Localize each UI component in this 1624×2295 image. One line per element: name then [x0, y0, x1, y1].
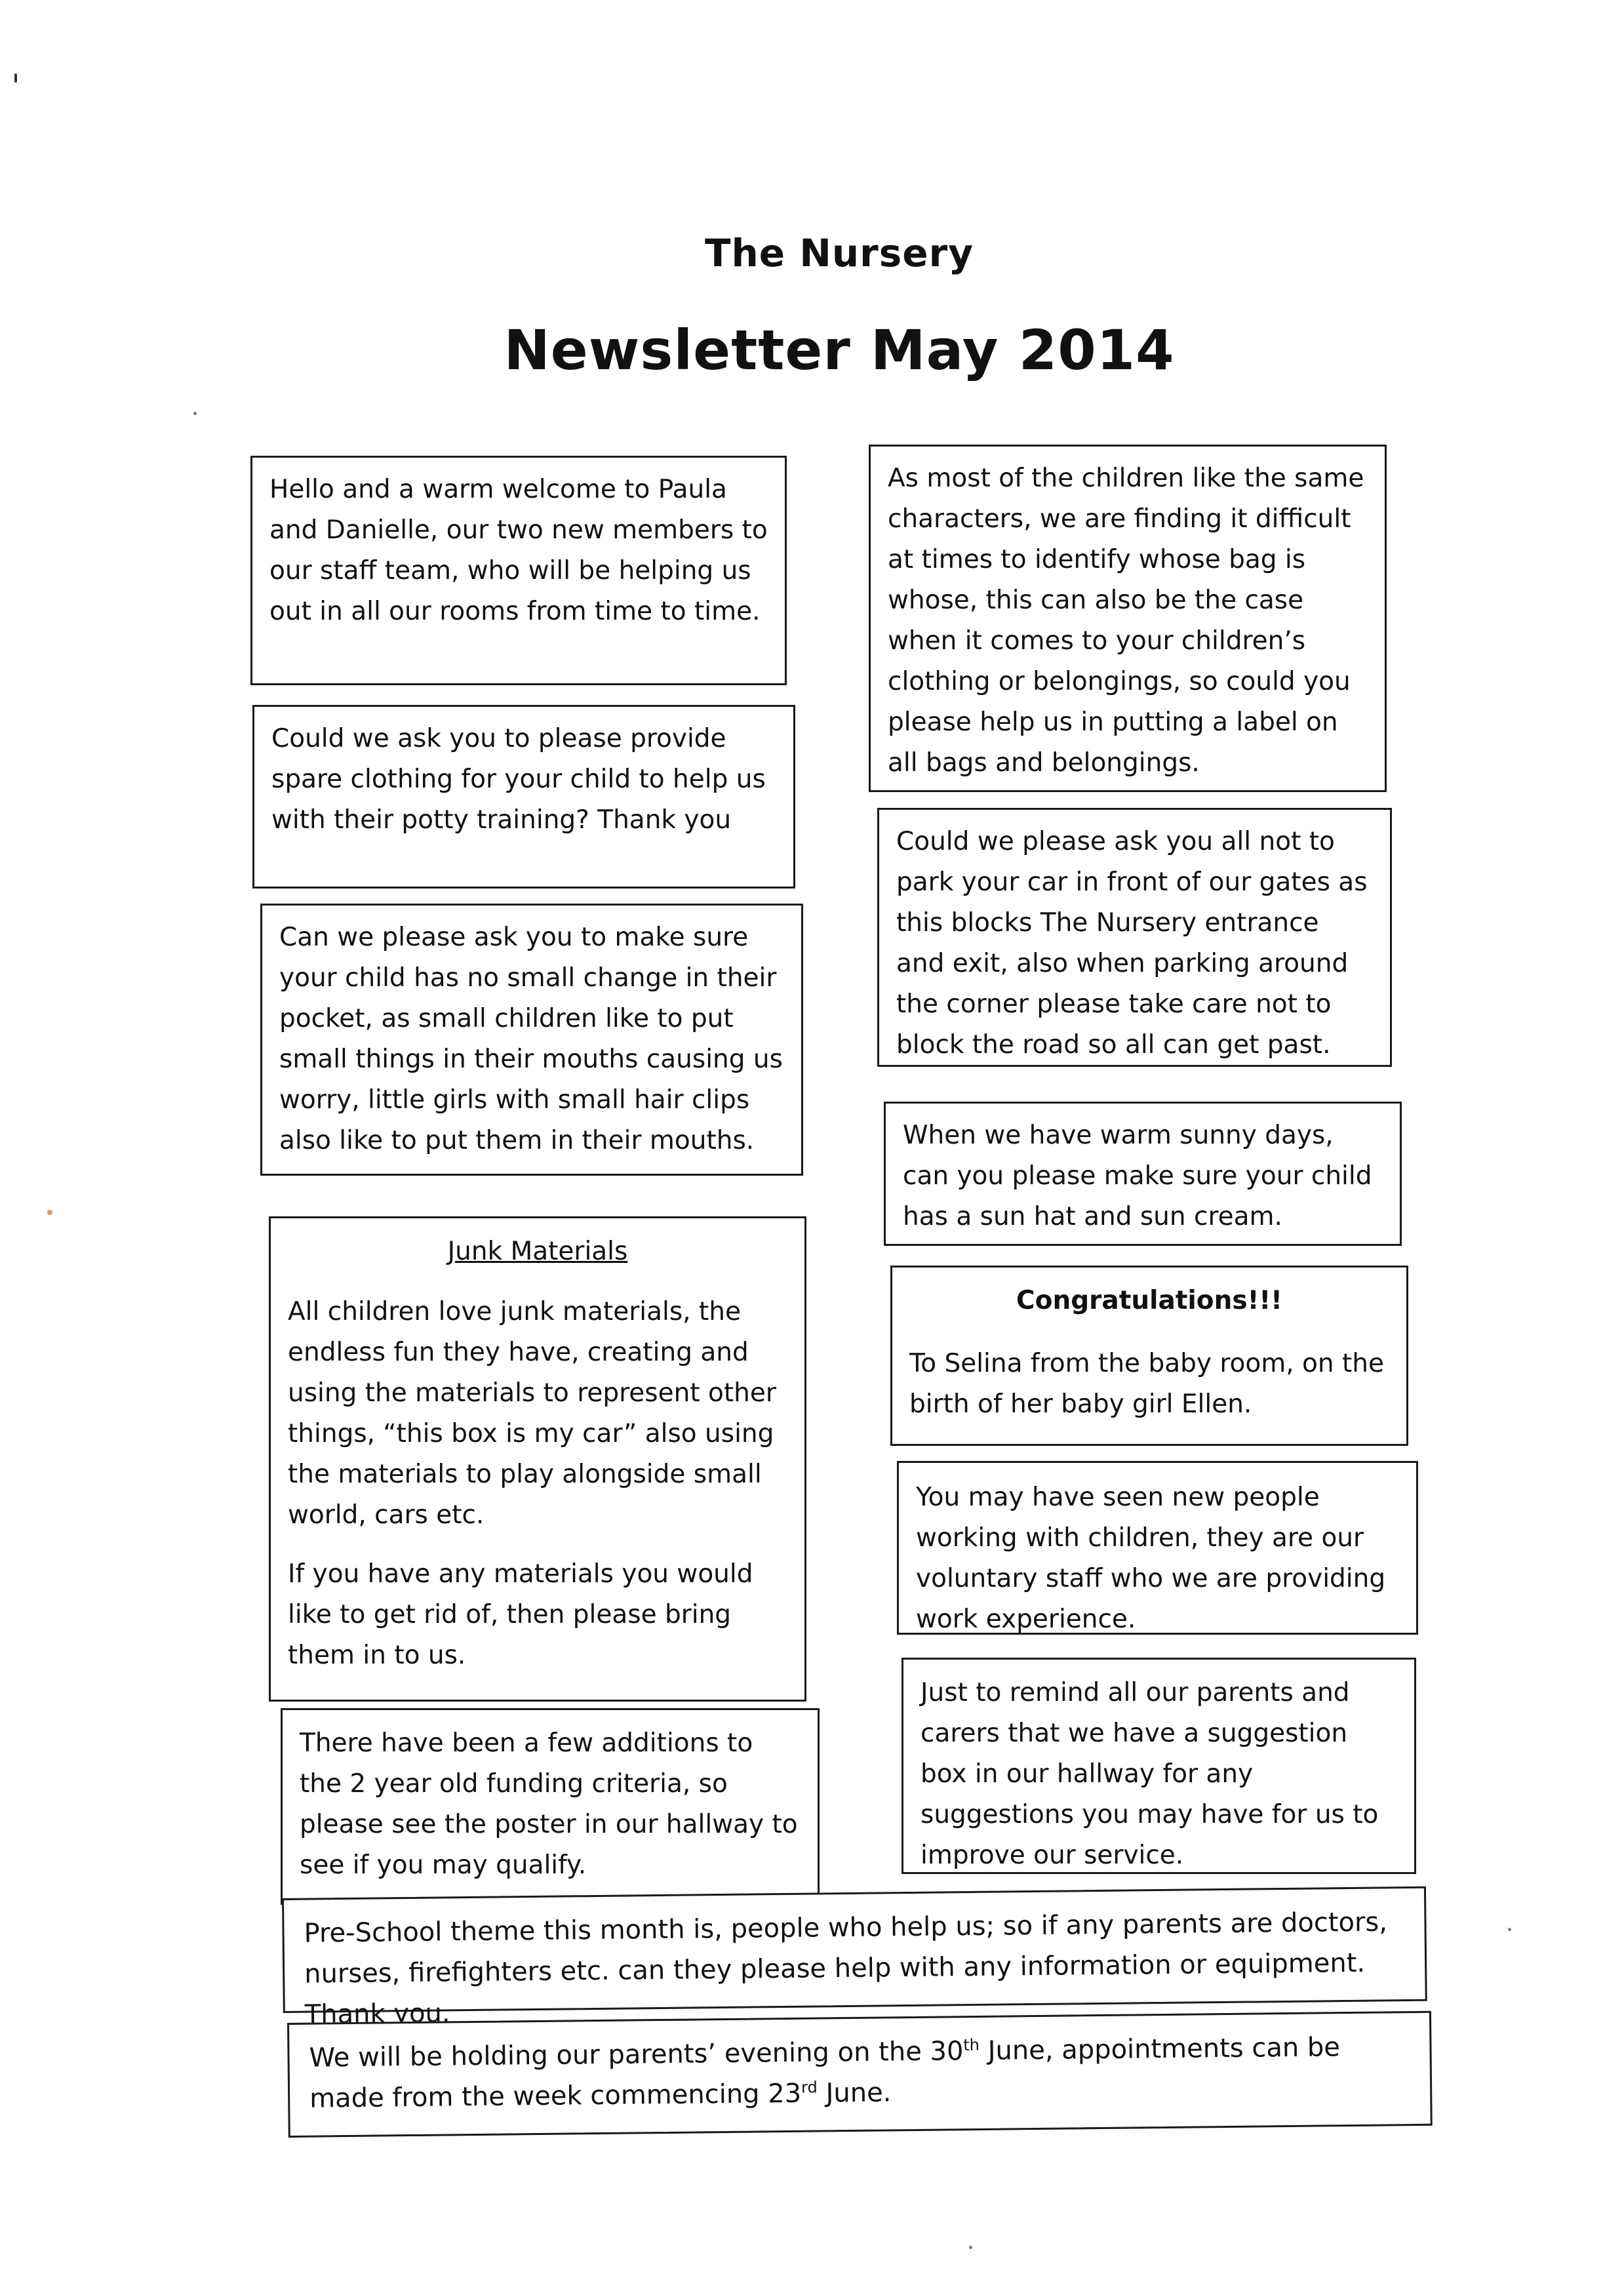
congratulations-heading: Congratulations!!! [1016, 1286, 1282, 1315]
junk-materials-paragraph-2: If you have any materials you would like to get rid of, then please bring them in to us. [288, 1559, 753, 1670]
suggestion-box-text: Just to remind all our parents and carers that we have a suggestion box in our hallway for any suggestions you may have for us to improve our service. [921, 1678, 1379, 1870]
welcome-text: Hello and a warm welcome to Paula and Danielle, our two new members to our staff team, who will be helping us out in all our rooms from time to time. [269, 475, 768, 626]
small-change-text: Can we please ask you to make sure your child has no small change in their pocket, as small children like to put small things in their mouths causing us worry, little girls with small hair clips also like to put them in their mouths. [279, 923, 783, 1155]
volunteers-notice [897, 1461, 1418, 1635]
junk-materials-notice [269, 1216, 806, 1702]
suggestion-box-notice [901, 1658, 1416, 1874]
parents-evening-part-1: We will be holding our parents’ evening on the 30 [309, 2036, 964, 2073]
pre-school-theme-notice [282, 1886, 1427, 2030]
sun-text: When we have warm sunny days, can you please make sure your child has a sun hat and sun cream. [903, 1121, 1372, 1231]
labels-text: As most of the children like the same characters, we are finding it difficult at times to identify whose bag is whose, this can also be the case when it comes to your children’s clothing or belongings, so could you please help us in putting a label on all bags and belongings. [888, 464, 1364, 778]
scan-speck [969, 2246, 972, 2249]
small-change-notice [260, 904, 803, 1176]
nursery-name: The Nursery [704, 231, 974, 275]
spare-clothing-text: Could we ask you to please provide spare clothing for your child to help us with their potty training? Thank you [271, 724, 766, 835]
pre-school-theme-text: Pre-School theme this month is, people who help us; so if any parents are doctors, nurses, firefighters etc. can they please help with any information or equipment. Thank you. [304, 1907, 1388, 2030]
sun-notice [884, 1102, 1402, 1246]
funding-notice [281, 1708, 820, 1905]
parents-evening-part-3: June. [817, 2077, 892, 2109]
welcome-notice [250, 456, 787, 685]
volunteers-text: You may have seen new people working with children, they are our voluntary staff who we are providing work experience. [916, 1483, 1386, 1634]
ordinal-suffix-rd: rd [801, 2078, 818, 2097]
congratulations-notice [890, 1266, 1408, 1446]
parents-evening-text [309, 2026, 1410, 2119]
ordinal-suffix-th: th [963, 2035, 980, 2054]
junk-materials-paragraph-1: All children love junk materials, the endless fun they have, creating and using the materials to represent other things, “this box is my car” also using the materials to play alongside small world, cars etc. [288, 1297, 776, 1530]
scan-speck [47, 1210, 52, 1215]
parking-text: Could we please ask you all not to park your car in front of our gates as this blocks The Nursery entrance and exit, also when parking around the corner please take care not to block the road so all can get past. [896, 827, 1368, 1060]
junk-materials-heading: Junk Materials [447, 1237, 628, 1266]
scan-speck [14, 73, 17, 83]
labels-notice [869, 445, 1387, 792]
scan-speck [1508, 1928, 1511, 1931]
scan-speck [193, 412, 197, 415]
newsletter-title: Newsletter May 2014 [504, 318, 1175, 382]
parking-notice [877, 808, 1392, 1067]
congratulations-text: To Selina from the baby room, on the birth of her baby girl Ellen. [909, 1349, 1384, 1419]
spare-clothing-notice [252, 705, 795, 888]
parents-evening-notice [287, 2011, 1433, 2138]
parents-evening-part-2: June, appointments can be made from the week commencing 23 [309, 2032, 1341, 2114]
funding-text: There have been a few additions to the 2 year old funding criteria, so please see the poster in our hallway to see if you may qualify. [300, 1728, 798, 1880]
